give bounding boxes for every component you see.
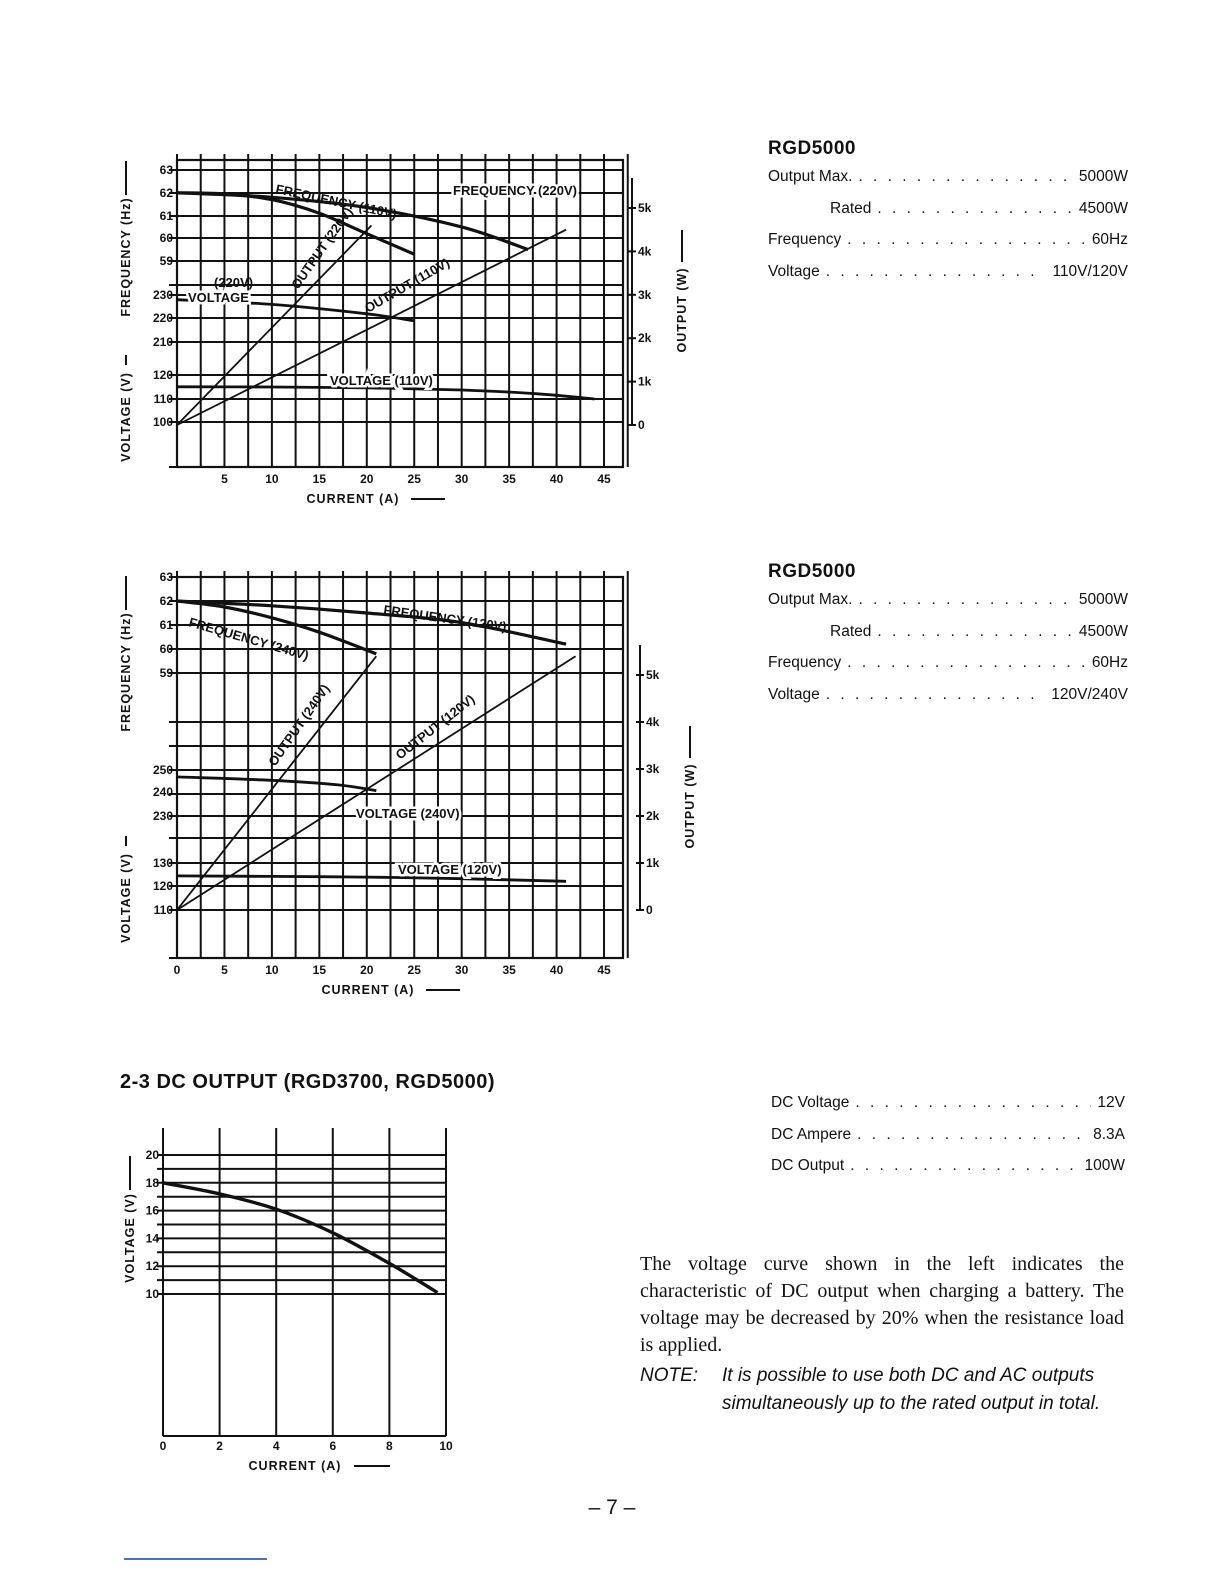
y-tick-label: 12: [145, 1259, 159, 1274]
spec-label: Output Max.: [768, 168, 853, 185]
spec-value: 5000W: [1078, 591, 1128, 608]
y-tick-label: 16: [145, 1203, 159, 1218]
frequency-axis-title: FREQUENCY (Hz): [119, 197, 133, 317]
x-tick-label: 2: [216, 1439, 223, 1453]
spec-label: Output Max.: [768, 591, 853, 608]
x-axis-title: CURRENT (A): [306, 492, 400, 506]
chart-grid: [157, 1128, 446, 1436]
spec-row-voltage: [768, 686, 1128, 718]
x-tick-label: 20: [360, 963, 374, 977]
voltage-tick-label: 220: [152, 311, 173, 325]
x-tick-label: 30: [455, 963, 469, 977]
voltage-tick-label: 110: [153, 392, 173, 406]
spec-block-120v-240v: [768, 561, 1128, 717]
x-tick-label: 5: [221, 963, 228, 977]
output-axis-title: OUTPUT (W): [683, 763, 697, 849]
y-axis-title: VOLTAGE (V): [123, 1193, 137, 1283]
dot-leader: [877, 200, 1073, 218]
spec-value: 110V/120V: [1052, 262, 1128, 280]
x-tick-label: 40: [549, 472, 564, 486]
output-tick-label: 2k: [638, 331, 652, 346]
voltage-tick-label: 230: [152, 809, 173, 823]
curve-label-frequency-120v: FREQUENCY (120V): [382, 602, 508, 635]
voltage-tick-label: 100: [152, 415, 173, 429]
x-tick-label: 35: [502, 963, 516, 977]
x-axis-title: CURRENT (A): [248, 1459, 342, 1473]
x-tick-label: 4: [272, 1439, 280, 1453]
spec-row-dc-output: [771, 1157, 1125, 1189]
y-tick-label: 18: [145, 1175, 159, 1190]
curve-label-voltage-220v: VOLTAGE: [188, 290, 249, 305]
frequency-axis-title: FREQUENCY (Hz): [119, 612, 133, 732]
frequency-tick-label: 61: [159, 618, 173, 632]
y-tick-label: 10: [145, 1287, 159, 1301]
dot-leader: [826, 263, 1047, 281]
spec-value: 60Hz: [1091, 231, 1128, 248]
x-tick-label: 0: [173, 963, 181, 977]
dot-leader: [826, 686, 1046, 704]
curve-label-voltage-220v: (220V): [214, 275, 254, 290]
x-tick-label: 0: [159, 1439, 167, 1453]
dot-leader: [847, 231, 1086, 249]
output-tick-label: 1k: [646, 856, 660, 870]
x-tick-label: 10: [439, 1439, 453, 1453]
spec-value: 120V/240V: [1051, 685, 1128, 703]
dc-note: [640, 1362, 1126, 1418]
curve-label-voltage-110v: VOLTAGE (110V): [330, 373, 433, 388]
x-tick-label: 8: [386, 1439, 393, 1453]
page-number: – 7 –: [588, 1496, 636, 1519]
note-text: It is possible to use both DC and AC outputs simultaneously up to the rated output in total.: [722, 1365, 1101, 1414]
curve-label-output-120v: OUTPUT (120V): [392, 691, 478, 763]
dc-description-paragraph: The voltage curve shown in the left indicates the characteristic of DC output when charging a battery. The voltage may be decreased by 20% when the resistance load is applied.: [640, 1253, 1124, 1356]
series-output-240v: [177, 656, 376, 910]
output-tick-label: 3k: [646, 762, 660, 776]
curve-label-frequency-240v: FREQUENCY (240V): [187, 614, 311, 664]
output-tick-label: 0: [646, 903, 653, 917]
spec-row-frequency: [768, 654, 1128, 686]
dot-leader: [847, 654, 1086, 672]
x-tick-label: 25: [407, 472, 421, 486]
spec-model-title: RGD5000: [768, 561, 856, 582]
voltage-axis-title: VOLTAGE (V): [119, 372, 133, 462]
x-tick-label: 15: [312, 963, 327, 977]
spec-model-title: RGD5000: [768, 138, 856, 159]
dot-leader: [857, 1126, 1087, 1144]
output-tick-label: 1k: [638, 374, 652, 389]
spec-value: 100W: [1084, 1157, 1125, 1174]
frequency-tick-label: 62: [159, 186, 173, 200]
curve-label-voltage-240v: VOLTAGE (240V): [356, 806, 460, 821]
y-tick-label: 14: [145, 1231, 159, 1246]
output-tick-label: 4k: [646, 715, 660, 729]
spec-row-voltage: [768, 263, 1128, 295]
spec-value: 12V: [1097, 1094, 1125, 1111]
frequency-tick-label: 59: [159, 254, 173, 268]
spec-value: 60Hz: [1091, 654, 1128, 671]
curve-label-output-220v: OUTPUT (220V): [288, 204, 356, 292]
curve-label-output-240v: OUTPUT (240V): [265, 681, 333, 769]
curve-label-output-110v: OUTPUT (110V): [362, 254, 453, 316]
dot-leader: [855, 1094, 1091, 1112]
x-tick-label: 30: [455, 472, 469, 486]
voltage-tick-label: 230: [152, 288, 173, 302]
spec-row-dc-voltage: [771, 1094, 1125, 1126]
spec-label: Rated: [830, 199, 872, 217]
spec-row-output-max: [768, 168, 1128, 200]
ac-chart-120v-240v: [100, 560, 720, 1015]
dot-leader: [850, 1157, 1078, 1175]
frequency-tick-label: 60: [159, 231, 173, 245]
voltage-tick-label: 210: [152, 335, 173, 349]
y-tick-label: 20: [145, 1148, 159, 1162]
x-tick-label: 5: [221, 472, 228, 486]
x-tick-label: 45: [597, 963, 611, 977]
output-tick-label: 4k: [638, 244, 652, 259]
frequency-tick-label: 63: [159, 570, 173, 584]
x-tick-label: 10: [265, 963, 279, 977]
spec-row-output-max: [768, 591, 1128, 623]
x-tick-label: 10: [265, 472, 279, 486]
series-output-120v: [177, 656, 576, 910]
voltage-tick-label: 240: [152, 785, 173, 799]
x-tick-label: 45: [597, 472, 611, 486]
series-voltage-120v: [177, 876, 566, 881]
dot-leader: [858, 591, 1072, 609]
output-tick-label: 5k: [638, 201, 652, 215]
spec-row-rated: [768, 200, 1128, 232]
x-tick-label: 6: [329, 1439, 337, 1453]
frequency-tick-label: 62: [159, 594, 173, 608]
spec-value: 4500W: [1078, 199, 1128, 217]
frequency-tick-label: 59: [159, 666, 173, 680]
curve-label-voltage-120v: VOLTAGE (120V): [398, 862, 502, 877]
chart-grid: [169, 154, 636, 467]
spec-label: Rated: [830, 622, 872, 640]
output-tick-label: 0: [638, 418, 645, 432]
chart-labels: [119, 570, 697, 997]
voltage-tick-label: 120: [152, 368, 173, 382]
voltage-tick-label: 110: [153, 903, 173, 917]
footer-rule: [124, 1558, 267, 1560]
spec-label: Voltage: [768, 685, 820, 703]
series-output-110v: [177, 230, 566, 425]
spec-value: 8.3A: [1093, 1125, 1125, 1143]
output-axis-title: OUTPUT (W): [675, 267, 689, 353]
dc-voltage-chart: [110, 1120, 480, 1485]
x-tick-label: 40: [549, 963, 564, 977]
output-tick-label: 5k: [646, 668, 660, 682]
voltage-tick-label: 120: [152, 879, 173, 893]
spec-label: Frequency: [768, 231, 842, 248]
frequency-tick-label: 60: [159, 642, 173, 656]
spec-label: Voltage: [768, 262, 820, 280]
voltage-tick-label: 130: [152, 856, 173, 870]
frequency-tick-label: 63: [159, 163, 173, 177]
spec-label: DC Ampere: [771, 1125, 852, 1143]
spec-block-110v-120v: [768, 138, 1128, 294]
dot-leader: [877, 623, 1073, 641]
section-heading-dc-output: 2-3 DC OUTPUT (RGD3700, RGD5000): [120, 1071, 495, 1093]
curve-label-frequency-110v: FREQUENCY (110V): [274, 181, 399, 222]
frequency-tick-label: 61: [159, 209, 173, 223]
voltage-axis-title: VOLTAGE (V): [119, 853, 133, 943]
x-tick-label: 35: [502, 472, 516, 486]
spec-label: DC Voltage: [771, 1094, 850, 1111]
curve-label-frequency-220v: FREQUENCY (220V): [453, 183, 578, 198]
output-tick-label: 3k: [638, 287, 652, 302]
dot-leader: [858, 168, 1072, 186]
x-tick-label: 15: [312, 472, 327, 486]
voltage-tick-label: 250: [152, 763, 173, 777]
spec-value: 4500W: [1078, 622, 1128, 640]
x-axis-title: CURRENT (A): [321, 983, 415, 997]
spec-value: 5000W: [1078, 168, 1128, 185]
spec-row-frequency: [768, 231, 1128, 263]
spec-label: Frequency: [768, 654, 842, 671]
ac-chart-110v-220v: [100, 135, 720, 515]
spec-row-rated: [768, 623, 1128, 655]
x-tick-label: 25: [407, 963, 421, 977]
x-tick-label: 20: [360, 472, 374, 486]
spec-row-dc-ampere: [771, 1126, 1125, 1158]
dc-spec-block: [771, 1094, 1125, 1189]
spec-label: DC Output: [771, 1157, 845, 1174]
output-tick-label: 2k: [646, 809, 660, 823]
note-label: NOTE:: [640, 1365, 699, 1386]
